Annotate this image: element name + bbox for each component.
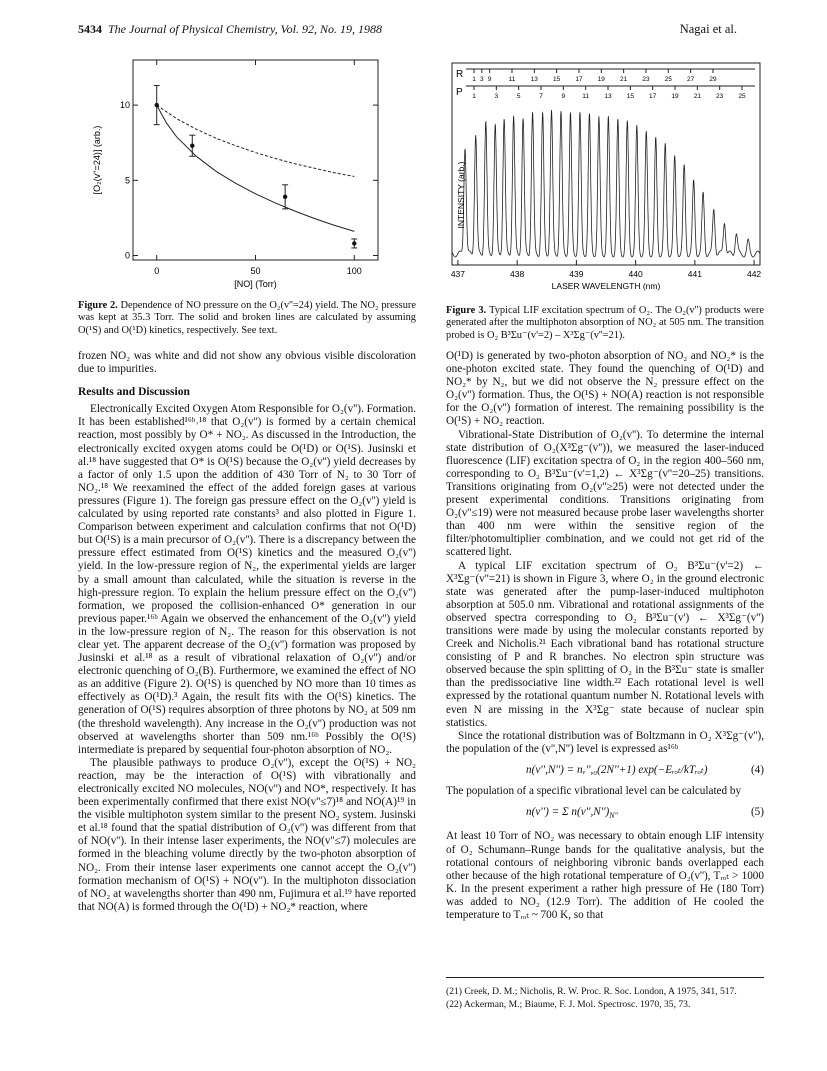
- figure-3-caption-label: Figure 3.: [446, 305, 487, 316]
- x-tick-label: 50: [250, 266, 261, 276]
- equation-5-number: (5): [750, 806, 764, 819]
- r-branch-number: 27: [687, 76, 695, 83]
- paragraph: O(¹D) is generated by two-photon absorption of NO₂ and NO₂* is the one-photon excited state. They found the quenching of O(¹D) and NO₂* by N₂, but we did not observe the N₂ pressure effect on the O₂(v'') formation. Thus, the O(¹S) + NO(A) reaction is not responsible for the O₂(v'') formation of interest. The remaining possibility is the O(¹S) + NO₂ reaction.: [446, 350, 764, 428]
- paragraph: Since the rotational distribution was of Boltzmann in O₂ X³Σg⁻(v''), the population of the (v'',N'') level is expressed as¹⁶ᵇ: [446, 729, 764, 755]
- r-branch-number: 21: [620, 76, 628, 83]
- y-tick-label: 0: [124, 250, 130, 261]
- page-number: 5434: [78, 22, 102, 36]
- running-header: [78, 22, 382, 37]
- x-tick-label: 438: [510, 269, 525, 279]
- equation-4-body: n(v'',N'') = nᵥ'',₀(2N''+1) exp(−Eᵣₒₜ/kTᵣₒₜ): [526, 763, 708, 776]
- plot-frame: [133, 60, 378, 260]
- p-branch-number: 1: [472, 93, 476, 100]
- r-branch-number: 9: [487, 76, 492, 83]
- x-tick-label: 439: [569, 269, 584, 279]
- o1d-curve: [157, 105, 355, 176]
- p-branch-number: 3: [494, 93, 499, 100]
- spectrum-trace: [452, 110, 760, 257]
- p-branch-number: 23: [716, 93, 724, 100]
- r-branch-number: 25: [664, 76, 672, 83]
- r-branch-number: 13: [530, 76, 538, 83]
- y-tick-label: 5: [124, 175, 130, 186]
- paragraph: A typical LIF excitation spectrum of O₂ B³Σu⁻(v'=2) ← X³Σg⁻(v''=21) is shown in Figure 3, where O₂ in the ground electronic state was generated after the pump-laser-induced multiphoton absorption at 505.0 nm. Vibrational and rotational assignments of the observed spectra corresponding to O₂ B³Σu⁻(v') ← X³Σg⁻(v'') transitions were made by using the molecular constants reported by Creek and Nicholis.²¹ Each vibrational band has rotational structure consisting of P and R branches. No electron spin structure was observed because the spin splitting of O₂ in the B³Σu⁻ state is smaller than the predissociative line width.²² Each rotational level is well expressed by the rotational quantum number N. Rotational levels with even N are missing in the X³Σg⁻ state because of nuclear spin statistics.: [446, 559, 764, 729]
- figure-3-caption: [446, 305, 764, 342]
- equation-5-text: n(v'') = Σ n(v'',N''): [526, 806, 610, 819]
- p-branch-number: 21: [693, 93, 701, 100]
- x-axis-label: [NO] (Torr): [234, 279, 277, 289]
- r-branch-number: 19: [597, 76, 605, 83]
- data-point: [155, 103, 159, 107]
- r-branch-number: 3: [480, 76, 484, 83]
- data-point: [190, 144, 194, 148]
- p-branch-number: 13: [604, 93, 612, 100]
- r-branch-number: 11: [508, 76, 516, 83]
- equation-4: [446, 764, 764, 777]
- r-branch-number: 15: [553, 76, 561, 83]
- journal-name: The Journal of Physical Chemistry, Vol. 92, No. 19, 1988: [108, 22, 382, 36]
- p-branch-number: 9: [561, 93, 566, 100]
- r-branch-number: 1: [472, 76, 476, 83]
- figure-3-chart: [440, 55, 770, 305]
- y-axis-label: INTENSITY (arb.): [456, 161, 466, 229]
- x-axis-label: LASER WAVELENGTH (nm): [551, 281, 661, 291]
- paragraph: The plausible pathways to produce O₂(v''), except the O(¹S) + NO₂ reaction, may be the interaction of O(¹S) with vibrationally and electronically excited NO molecules, NO(v'') and NO*, respectively. It has been experimentally confirmed that there exist NO(v''≤7)¹⁸ and NO(A)¹⁹ in the visible multiphoton system similar to the present NO₂ system. Jusinski et al.¹⁸ found that the spatial distribution of O₂(v'') was different from that of NO(v''). In their intense laser experiments, the NO(v''≤7) molecules are formed in the bleaching volume directly by the two-photon absorption of NO₂. From their intense laser experiments one cannot accept the O₂(v'') formation mechanism of O(¹S) + NO(v''). In the multiphoton dissociation of NO₂ at wavelengths shorter than 490 nm, Fujimura et al.¹⁹ have reported that NO(A) is formed through the O(¹D) + NO₂* reaction, where: [78, 756, 416, 913]
- equation-5-sum-index: N'': [609, 811, 618, 821]
- p-branch-label: P: [456, 87, 463, 98]
- r-branch-number: 23: [642, 76, 650, 83]
- x-tick-label: 442: [746, 269, 762, 279]
- left-column: [78, 350, 416, 914]
- paragraph: At least 10 Torr of NO₂ was necessary to obtain enough LIF intensity of O₂ Schumann–Runge bands for the qualitative analysis, but the rotational contours of neighboring vibronic bands overlapped each other because of the high rotational temperature of O₂(v''), Tᵣₒₜ > 1000 K. In the present experiment a rather high pressure of He (180 Torr) was added to NO₂ (12.9 Torr). The addition of He cooled the temperature to Tᵣₒₜ ~ 700 K, so that: [446, 830, 764, 921]
- x-tick-label: 0: [154, 266, 160, 276]
- p-branch-number: 19: [671, 93, 679, 100]
- section-heading: Results and Discussion: [78, 386, 190, 399]
- x-tick-label: 437: [450, 269, 466, 279]
- y-axis-label: [O₂(v''=24)] (arb.): [92, 125, 102, 195]
- paragraph: The population of a specific vibrational level can be calculated by: [446, 785, 742, 797]
- x-tick-label: 100: [346, 266, 362, 276]
- figure-2-caption-text: Dependence of NO pressure on the O₂(v''=24) yield. The NO₂ pressure was kept at 35.3 Torr. The solid and broken lines are calculated by assuming O(¹S) and O(¹D) kinetics, respectively. See text.: [78, 300, 416, 336]
- reference-22: (22) Ackerman, M.; Biaume, F. J. Mol. Spectrosc. 1970, 35, 73.: [446, 998, 691, 1010]
- paragraph: frozen NO₂ was white and did not show any obvious visible discoloration due to impurities.: [78, 350, 416, 376]
- figure-2-caption-label: Figure 2.: [78, 300, 118, 311]
- x-tick-label: 441: [687, 269, 702, 279]
- equation-5-body: [526, 806, 618, 822]
- paragraph: Vibrational-State Distribution of O₂(v''). To determine the internal state distribution of O₂(X³Σg⁻(v'')), we measured the laser-induced fluorescence (LIF) excitation spectra of O₂ in the region 400–560 nm, corresponding to O₂ B³Σu⁻(v'=1,2) ← X³Σg⁻(v''=20–25) transitions. Transitions originating from O₂(v''≥25) were not detected under the present experimental conditions. Transitions originating from O₂(v''≤19) were not measured because probe laser wavelengths shorter than 400 nm were within the sensitive region of the filter/photomultiplier combination, and we could not get rid of the scattered light.: [446, 428, 764, 559]
- r-branch-number: 29: [709, 76, 717, 83]
- p-branch-number: 11: [582, 93, 590, 100]
- p-branch-number: 17: [649, 93, 657, 100]
- figure-3-caption-text: Typical LIF excitation spectrum of O₂. The O₂(v'') products were generated after the multiphoton absorption of NO₂ at 505 nm. The transition probed is O₂ B³Σu⁻(v'=2) – X³Σg⁻(v''=21).: [446, 305, 764, 341]
- figure-2-chart: [78, 50, 418, 300]
- r-branch-number: 17: [575, 76, 583, 83]
- equation-5: [446, 806, 764, 822]
- p-branch-number: 7: [539, 93, 543, 100]
- x-tick-label: 440: [628, 269, 643, 279]
- running-header-authors: Nagai et al.: [679, 22, 737, 36]
- p-branch-number: 15: [626, 93, 634, 100]
- paragraph: Electronically Excited Oxygen Atom Responsible for O₂(v''). Formation. It has been established¹⁶ᵇ˒¹⁸ that O₂(v'') is formed by a certain chemical reaction, most possibly by O* + NO₂. As discussed in the Introduction, the electronically excited oxygen atoms could be O(¹D) or O(¹S). Jusinski et al.¹⁸ have suggested that O* is O(¹S) because the O₂(v'') yield decreases by a factor of only 1.5 upon the addition of 430 Torr of N₂ to 30 Torr of NO₂.¹⁸ We reexamined the effect of the added foreign gases at various pressures (Figure 1). The foreign gas pressure effect on the O₂(v'') yield is calculated by using reported rate constants³ and also plotted in Figure 1. Comparison between experiment and calculation confirms that not O(¹D) but O(¹S) is a main precursor of O₂(v''). There is a discrepancy between the pressure effect estimated from O(¹S) kinetics and the measured O₂(v'') yield. In the low-pressure region of N₂, the experimental yields are larger by a small amount than calculated, while the situation is reverse in the high-pressure region. To explain the helium pressure effect on the O₂(v'') formation, we proposed the collision-enhanced O* generation in our previous paper.¹⁶ᵇ Again we observed the enhancement of the O₂(v'') yield in the low-pressure region of N₂. The reason for this observation is not clear yet. The apparent decrease of the O₂(v'') formation was proposed by Jusinski et al.¹⁸ as a result of vibrational relaxation of O₂(v'') and/or electronic quenching of O₂(B). Furthermore, we examined the effect of NO as an additive (Figure 2). O(¹S) is quenched by NO more than 10 times as effectively as O(¹D).³ Again, the result fits with the O(¹S) kinetics. The generation of O(¹S) requires absorption of three photons by NO₂ at 509 nm (the threshold wavelength). Any increase in the O₂(v'') production was not observed at wavelengths shorter than 509 nm.¹⁶ᵇ Possibly the O(¹S) intermediate is prepared by sequential four-photon absorption of NO₂.: [78, 403, 416, 756]
- p-branch-number: 25: [738, 93, 746, 100]
- figure-2: [78, 50, 418, 300]
- p-branch-number: 5: [516, 93, 521, 100]
- figure-3: [440, 55, 770, 305]
- y-tick-label: 10: [119, 100, 130, 111]
- right-column: [446, 350, 764, 922]
- data-point: [352, 241, 356, 245]
- r-branch-label: R: [456, 69, 464, 80]
- reference-21: (21) Creek, D. M.; Nicholis, R. W. Proc. R. Soc. London, A 1975, 341, 517.: [446, 986, 737, 997]
- data-point: [283, 195, 287, 199]
- references: [446, 977, 764, 1011]
- figure-2-caption: [78, 300, 416, 337]
- equation-4-number: (4): [750, 763, 764, 776]
